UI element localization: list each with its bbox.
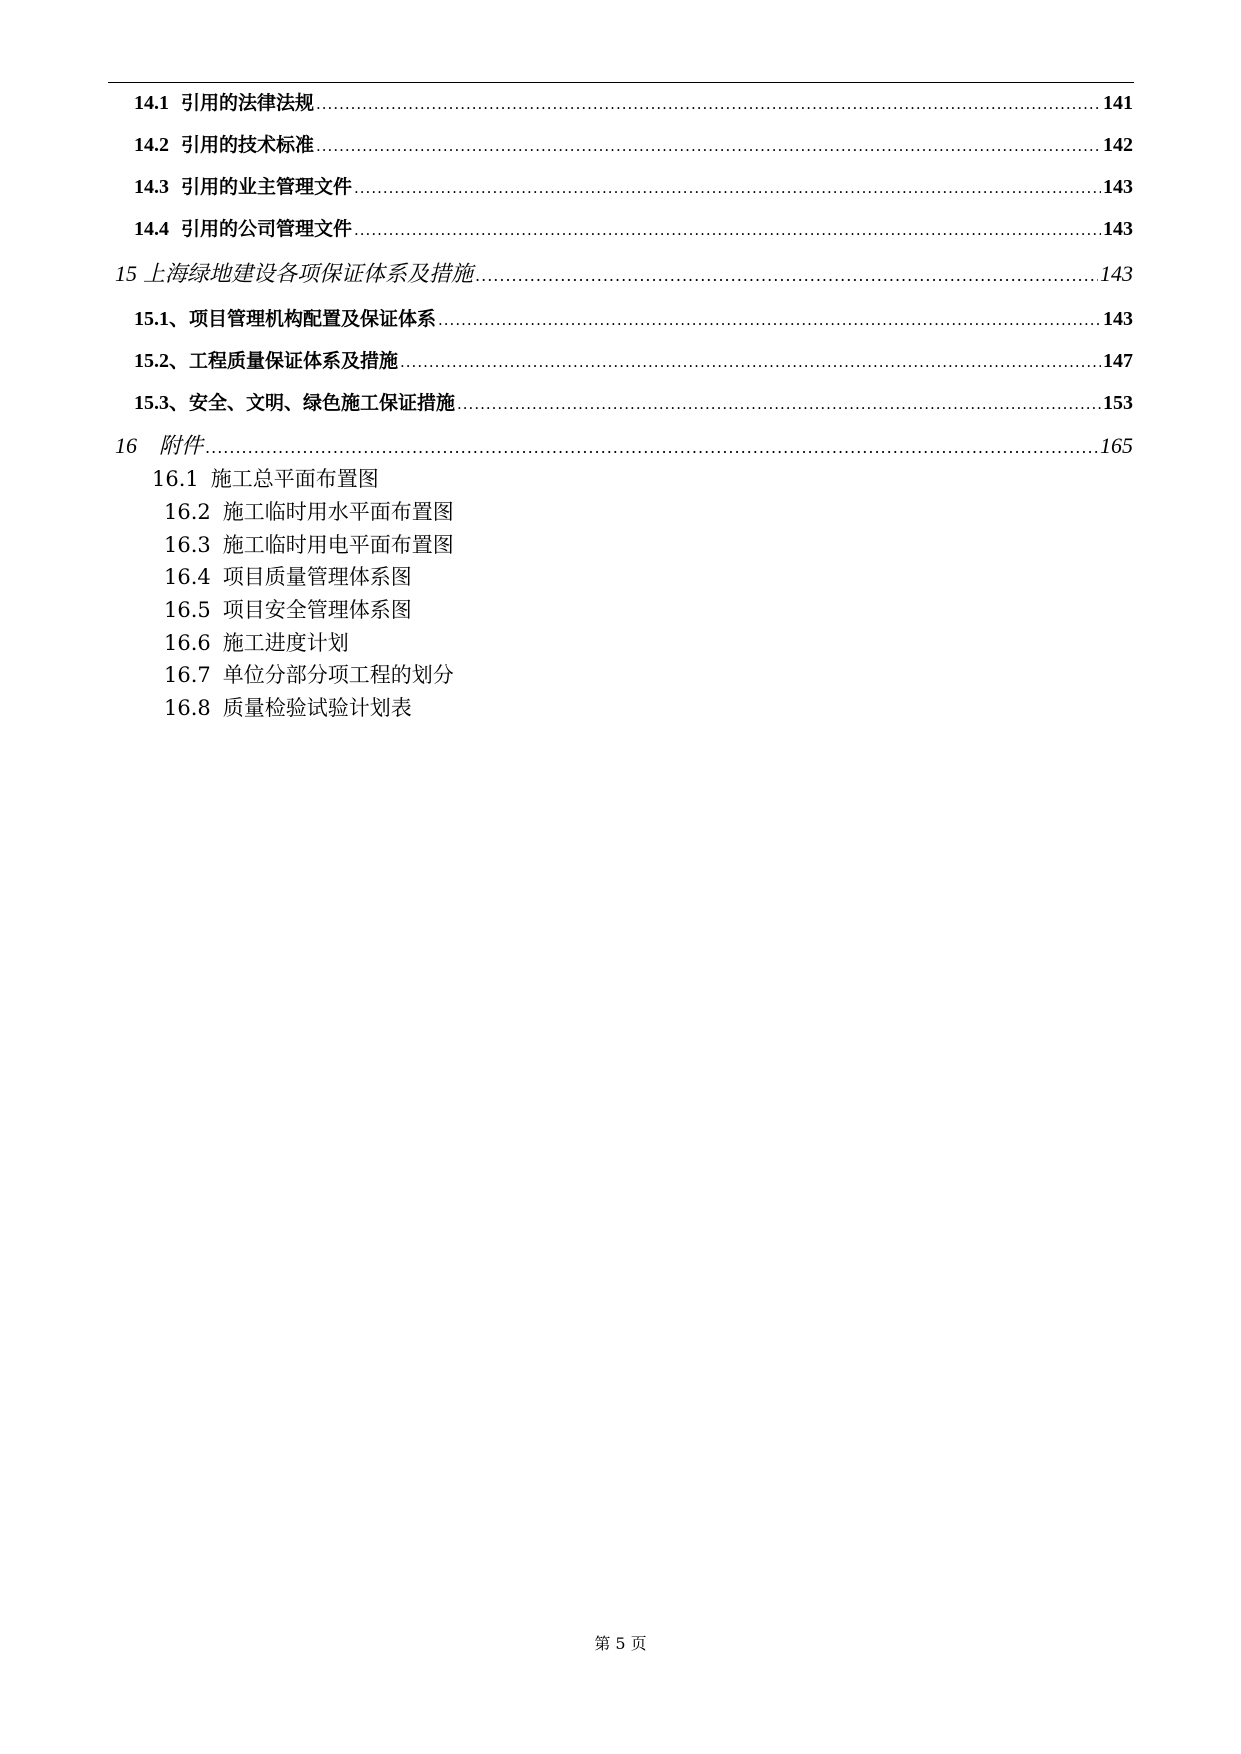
toc-entry-page: 143: [1103, 218, 1133, 240]
attachment-title: 施工总平面布置图: [210, 467, 379, 491]
dot-leader: [475, 268, 1098, 284]
attachment-item: [164, 627, 349, 657]
toc-entry-page: 143: [1103, 308, 1133, 330]
toc-entry-14-2[interactable]: [134, 130, 1133, 157]
toc-entry-number: 15.2、: [134, 350, 189, 372]
page-number-footer: 第 5 页: [594, 1634, 647, 1653]
attachment-item: [164, 594, 412, 624]
toc-entry-title: 引用的技术标准: [181, 134, 315, 156]
toc-entry-title: 引用的公司管理文件: [181, 218, 353, 240]
toc-entry-page: 143: [1103, 176, 1133, 198]
attachment-title: 施工进度计划: [222, 631, 349, 655]
attachment-item: [164, 496, 454, 526]
toc-entry-15-3[interactable]: [134, 386, 1133, 415]
toc-entry-title: 安全、文明、绿色施工保证措施: [189, 392, 456, 414]
attachment-number: 16.3: [164, 533, 211, 557]
dot-leader: [316, 139, 1101, 154]
toc-entry-number: 14.4: [134, 218, 169, 240]
toc-entry-title: 上海绿地建设各项保证体系及措施: [143, 262, 474, 287]
toc-entry-title: 工程质量保证体系及措施: [189, 350, 399, 372]
attachment-number: 16.5: [164, 598, 211, 622]
dot-leader: [457, 397, 1101, 412]
dot-leader: [354, 223, 1101, 238]
toc-entry-number: 15.1、: [134, 308, 189, 330]
toc-entry-number: 15: [115, 261, 137, 286]
attachment-title: 单位分部分项工程的划分: [222, 663, 454, 687]
toc-entry-title: 附件: [159, 434, 204, 459]
toc-entry-15[interactable]: [115, 257, 1133, 288]
attachment-number: 16.1: [152, 467, 199, 491]
toc-entry-page: 143: [1100, 261, 1133, 286]
toc-entry-number: 14.2: [134, 134, 169, 156]
attachment-title: 施工临时用电平面布置图: [222, 533, 454, 557]
toc-entry-number: 16: [115, 433, 137, 458]
header-rule: [108, 82, 1134, 83]
toc-entry-page: 165: [1100, 433, 1133, 458]
toc-entry-16[interactable]: [115, 429, 1133, 460]
toc-entry-14-1[interactable]: [134, 88, 1133, 115]
attachment-title: 质量检验试验计划表: [222, 696, 412, 720]
dot-leader: [205, 440, 1098, 456]
attachment-number: 16.7: [164, 663, 211, 687]
attachment-title: 项目安全管理体系图: [222, 598, 412, 622]
attachment-title: 项目质量管理体系图: [222, 565, 412, 589]
attachment-number: 16.6: [164, 631, 211, 655]
toc-entry-page: 141: [1103, 92, 1133, 114]
toc-entry-15-2[interactable]: [134, 344, 1133, 373]
dot-leader: [354, 181, 1101, 196]
toc-entry-14-4[interactable]: [134, 214, 1133, 241]
attachment-item: [164, 561, 412, 591]
dot-leader: [316, 97, 1101, 112]
toc-entry-page: 147: [1103, 350, 1133, 372]
attachment-title: 施工临时用水平面布置图: [222, 500, 454, 524]
toc-entry-15-1[interactable]: [134, 302, 1133, 331]
attachment-number: 16.2: [164, 500, 211, 524]
dot-leader: [400, 355, 1101, 370]
toc-entry-page: 153: [1103, 392, 1133, 414]
toc-entry-title: 引用的业主管理文件: [181, 176, 353, 198]
attachment-item: [164, 659, 454, 689]
toc-entry-title: 引用的法律法规: [181, 92, 315, 114]
dot-leader: [438, 313, 1101, 328]
toc-entry-number: 15.3、: [134, 392, 189, 414]
attachment-number: 16.8: [164, 696, 211, 720]
toc-entry-14-3[interactable]: [134, 172, 1133, 199]
toc-entry-title: 项目管理机构配置及保证体系: [189, 308, 437, 330]
toc-entry-number: 14.3: [134, 176, 169, 198]
toc-entry-page: 142: [1103, 134, 1133, 156]
attachment-number: 16.4: [164, 565, 211, 589]
attachment-item: [152, 463, 379, 493]
attachment-item: [164, 692, 412, 722]
toc-entry-number: 14.1: [134, 92, 169, 114]
attachment-item: [164, 529, 454, 559]
